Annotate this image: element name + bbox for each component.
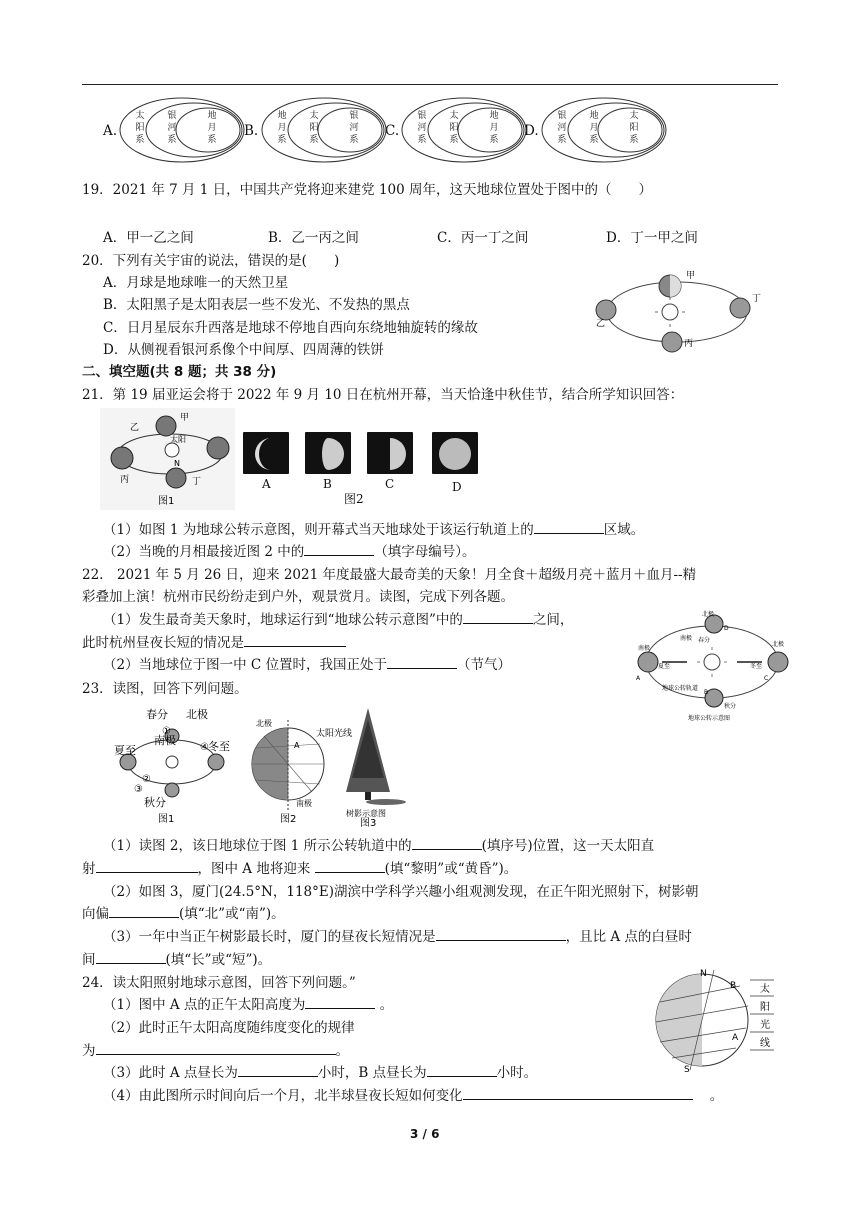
ellipse-label-char: 银 <box>167 111 177 121</box>
answer-blank[interactable] <box>304 542 374 556</box>
q23-sub3: （3）一年中当正午树影最长时，厦门的昼夜长短情况是 ，且比 A 点的白昼时 <box>103 929 692 945</box>
answer-blank[interactable] <box>244 633 346 647</box>
option-letter: B. <box>244 123 259 139</box>
svg-text:C: C <box>764 675 769 682</box>
svg-text:B: B <box>704 689 709 696</box>
svg-text:乙: 乙 <box>130 423 140 433</box>
answer-blank[interactable] <box>96 950 166 964</box>
ellipse-label-char: 太 <box>449 111 459 121</box>
q24-sunlight-figure <box>650 966 780 1074</box>
light-label-char: 阳 <box>760 1002 770 1013</box>
ellipse-label-char: 河 <box>167 123 177 133</box>
q23-fig3-tree <box>338 706 418 829</box>
svg-text:N: N <box>174 459 180 468</box>
ellipse-label-char: 阳 <box>309 123 319 133</box>
ellipse-label-char: 系 <box>449 135 459 145</box>
svg-text:春分: 春分 <box>698 637 711 644</box>
q21-sub1: （1）如图 1 为地球公转示意图，则开幕式当天地球处于该运行轨道上的 区域。 <box>103 522 645 538</box>
q23-sub1: （1）读图 2，该日地球位于图 1 所示公转轨道中的 (填序号)位置，这一天太阳直 <box>103 838 655 854</box>
q22-stem-line1: 22. 2021 年 5 月 26 日，迎来 2021 年度最盛大最奇美的天象！月全食＋超级月亮＋蓝月＋血月--精 <box>82 567 697 583</box>
q19-option-d: D．丁一甲之间 <box>606 230 698 246</box>
ellipse-label-char: 银 <box>557 111 567 121</box>
q24-sub3: （3）此时 A 点昼长为 小时，B 点昼长为 小时。 <box>103 1065 538 1081</box>
ellipse-label-char: 系 <box>489 135 499 145</box>
ellipse-label-char: 地 <box>207 111 217 121</box>
svg-text:南极: 南极 <box>638 645 651 652</box>
moon-label-d: D <box>452 480 462 494</box>
q22-orbit-figure <box>632 610 792 728</box>
svg-text:②: ② <box>142 774 151 785</box>
ellipse-label-char: 阳 <box>135 123 145 133</box>
ellipse-label-char: 地 <box>277 111 287 121</box>
q21-sub2: （2）当晚的月相最接近图 2 中的 （填字母编号）。 <box>103 544 476 560</box>
light-label-char: 线 <box>760 1038 770 1049</box>
option-letter: C. <box>385 123 400 139</box>
q24-sub1: （1）图中 A 点的正午太阳高度为 。 <box>103 997 394 1013</box>
q23-sub2-cont: 向偏 (填“北”或“南”)。 <box>82 906 285 922</box>
ellipse-label-char: 地 <box>589 111 599 121</box>
answer-blank[interactable] <box>427 1063 497 1077</box>
moon-phase-d <box>432 432 478 474</box>
svg-text:③: ③ <box>134 784 143 795</box>
q22-sub1-cont: 此时杭州昼夜长短的情况是 <box>82 631 346 651</box>
answer-blank[interactable] <box>387 655 457 669</box>
answer-blank[interactable] <box>436 927 566 941</box>
svg-text:丁: 丁 <box>752 294 762 304</box>
option-letter: D. <box>524 123 539 139</box>
ellipse-label-char: 银 <box>417 111 427 121</box>
q20-option-b: B．太阳黑子是太阳表层一些不发光、不发热的黑点 <box>103 297 410 313</box>
answer-blank[interactable] <box>315 859 385 873</box>
q20-option-c: C．日月星辰东升西落是地球不停地自西向东绕地轴旋转的缘故 <box>103 320 478 336</box>
svg-text:甲: 甲 <box>180 413 190 423</box>
svg-text:B: B <box>730 981 737 991</box>
q19-option-c: C．丙一丁之间 <box>437 230 529 246</box>
option-letter: A. <box>103 123 118 139</box>
svg-text:树影示意图: 树影示意图 <box>346 809 386 818</box>
svg-text:A: A <box>636 675 641 682</box>
svg-text:秋分: 秋分 <box>144 796 166 809</box>
svg-text:④: ④ <box>200 742 209 753</box>
light-label-char: 太 <box>760 984 770 995</box>
section-heading: 二、填空题(共 8 题；共 38 分) <box>82 364 277 380</box>
ellipse-label-char: 阳 <box>629 123 639 133</box>
q20-orbit-figure <box>592 266 762 358</box>
svg-text:N: N <box>700 969 707 979</box>
ellipse-label-char: 阳 <box>449 123 459 133</box>
q20-option-a: A．月球是地球唯一的天然卫星 <box>103 275 289 291</box>
ellipse-label-char: 系 <box>557 135 567 145</box>
q22-stem-line2: 彩叠加上演！杭州市民纷纷走到户外，观景赏月。读图，完成下列各题。 <box>82 589 514 605</box>
ellipse-label-char: 河 <box>417 123 427 133</box>
svg-text:图1: 图1 <box>158 496 175 507</box>
svg-text:地球公转示意图: 地球公转示意图 <box>688 715 731 722</box>
ellipse-label-char: 太 <box>629 111 639 121</box>
svg-text:太阳光线: 太阳光线 <box>316 729 353 739</box>
q20-stem: 20．下列有关宇宙的说法，错误的是( ) <box>82 253 340 269</box>
svg-text:南极: 南极 <box>680 635 693 642</box>
fig2-caption: 图2 <box>344 492 364 506</box>
svg-text:丙: 丙 <box>684 339 694 349</box>
ellipse-label-char: 系 <box>277 135 287 145</box>
header-rule <box>82 84 778 85</box>
ellipse-label-char: 系 <box>629 135 639 145</box>
svg-text:①: ① <box>162 726 171 737</box>
svg-text:南极: 南极 <box>154 734 176 747</box>
q19-option-b: B．乙一丙之间 <box>268 230 359 246</box>
svg-text:北极: 北极 <box>772 641 785 648</box>
svg-text:夏至: 夏至 <box>114 744 136 757</box>
ellipse-label-char: 系 <box>417 135 427 145</box>
q22-sub2: （2）当地球位于图一中 C 位置时，我国正处于 （节气） <box>103 657 512 673</box>
svg-text:D: D <box>724 625 729 632</box>
ellipse-label-char: 系 <box>207 135 217 145</box>
q24-sub2-cont: 为 。 <box>82 1043 349 1059</box>
ellipse-label-char: 系 <box>349 135 359 145</box>
svg-text:南极: 南极 <box>296 799 312 808</box>
ellipse-label-char: 月 <box>207 123 217 133</box>
ellipse-label-char: 地 <box>489 111 499 121</box>
svg-text:图3: 图3 <box>360 818 377 829</box>
q23-fig2-globe <box>248 714 353 825</box>
svg-text:北极: 北极 <box>702 611 715 618</box>
svg-text:冬至: 冬至 <box>208 740 230 753</box>
q19-stem: 19．2021 年 7 月 1 日，中国共产党将迎来建党 100 周年，这天地球位置处于图中的（ ） <box>82 182 653 198</box>
ellipse-label-char: 月 <box>589 123 599 133</box>
svg-text:冬至: 冬至 <box>750 663 763 670</box>
ellipse-label-char: 银 <box>349 111 359 121</box>
svg-text:丁: 丁 <box>192 477 202 487</box>
svg-text:丙: 丙 <box>120 475 130 485</box>
light-label-char: 光 <box>760 1020 770 1031</box>
svg-text:秋分: 秋分 <box>724 703 737 710</box>
svg-text:太阳: 太阳 <box>170 435 186 444</box>
nested-ellipse-diagrams <box>120 96 800 166</box>
svg-text:甲: 甲 <box>686 271 696 281</box>
q24-stem: 24．读太阳照射地球示意图，回答下列问题。” <box>82 975 356 991</box>
ellipse-label-char: 太 <box>309 111 319 121</box>
svg-text:图2: 图2 <box>280 814 297 825</box>
ellipse-label-char: 系 <box>167 135 177 145</box>
svg-text:A: A <box>732 1033 739 1043</box>
q19-option-a: A．甲一乙之间 <box>103 230 194 246</box>
answer-blank[interactable] <box>534 520 604 534</box>
q23-stem: 23．读图，回答下列问题。 <box>82 681 248 697</box>
q21-stem: 21．第 19 届亚运会将于 2022 年 9 月 10 日在杭州开幕，当天恰逢中秋佳节，结合所学知识回答： <box>82 387 684 403</box>
moon-phase-c <box>367 432 413 474</box>
moon-phase-b <box>305 432 351 474</box>
svg-text:北极: 北极 <box>186 708 208 721</box>
ellipse-label-char: 河 <box>557 123 567 133</box>
ellipse-label-char: 太 <box>135 111 145 121</box>
svg-text:图1: 图1 <box>158 814 175 825</box>
ellipse-label-char: 系 <box>135 135 145 145</box>
answer-blank[interactable] <box>96 859 198 873</box>
answer-blank[interactable] <box>109 904 179 918</box>
answer-blank[interactable] <box>412 836 482 850</box>
answer-blank[interactable] <box>463 610 533 624</box>
q23-fig1-orbit <box>112 706 246 824</box>
svg-text:春分: 春分 <box>146 708 168 721</box>
svg-text:夏至: 夏至 <box>658 663 671 670</box>
q23-sub1-cont: 射 ，图中 A 地将迎来 (填“黎明”或“黄昏”)。 <box>82 861 518 877</box>
q21-fig1-orbit <box>100 408 235 510</box>
ellipse-label-char: 系 <box>309 135 319 145</box>
answer-blank[interactable] <box>305 995 375 1009</box>
ellipse-label-char: 河 <box>349 123 359 133</box>
q24-sub2: （2）此时正午太阳高度随纬度变化的规律 <box>103 1020 355 1036</box>
svg-text:地球公转轨道: 地球公转轨道 <box>662 685 699 692</box>
ellipse-label-char: 月 <box>277 123 287 133</box>
answer-blank[interactable] <box>463 1086 693 1100</box>
moon-phase-a <box>243 432 289 474</box>
moon-label-b: B <box>323 477 332 491</box>
q23-sub2: （2）如图 3，厦门(24.5°N，118°E)湖滨中学科学兴趣小组观测发现，在正午阳光照射下，树影朝 <box>103 884 699 900</box>
ellipse-label-char: 月 <box>489 123 499 133</box>
ellipse-label-char: 系 <box>589 135 599 145</box>
moon-label-a: A <box>262 477 271 491</box>
page-number: 3 / 6 <box>410 1127 440 1141</box>
q24-sub4: （4）由此图所示时间向后一个月，北半球昼夜长短如何变化 。 <box>103 1088 724 1104</box>
svg-text:乙: 乙 <box>596 319 606 329</box>
svg-text:S: S <box>684 1065 690 1075</box>
moon-label-c: C <box>385 477 395 491</box>
answer-blank[interactable] <box>238 1063 318 1077</box>
q23-sub3-cont: 间 (填“长”或“短”)。 <box>82 952 272 968</box>
q22-sub1: （1）发生最奇美天象时，地球运行到“地球公转示意图”中的 之间， <box>103 612 574 628</box>
q20-option-d: D．从侧视看银河系像个中间厚、四周薄的铁饼 <box>103 342 384 358</box>
svg-text:北极: 北极 <box>256 719 272 728</box>
svg-text:A: A <box>294 741 300 750</box>
answer-blank[interactable] <box>96 1041 336 1055</box>
